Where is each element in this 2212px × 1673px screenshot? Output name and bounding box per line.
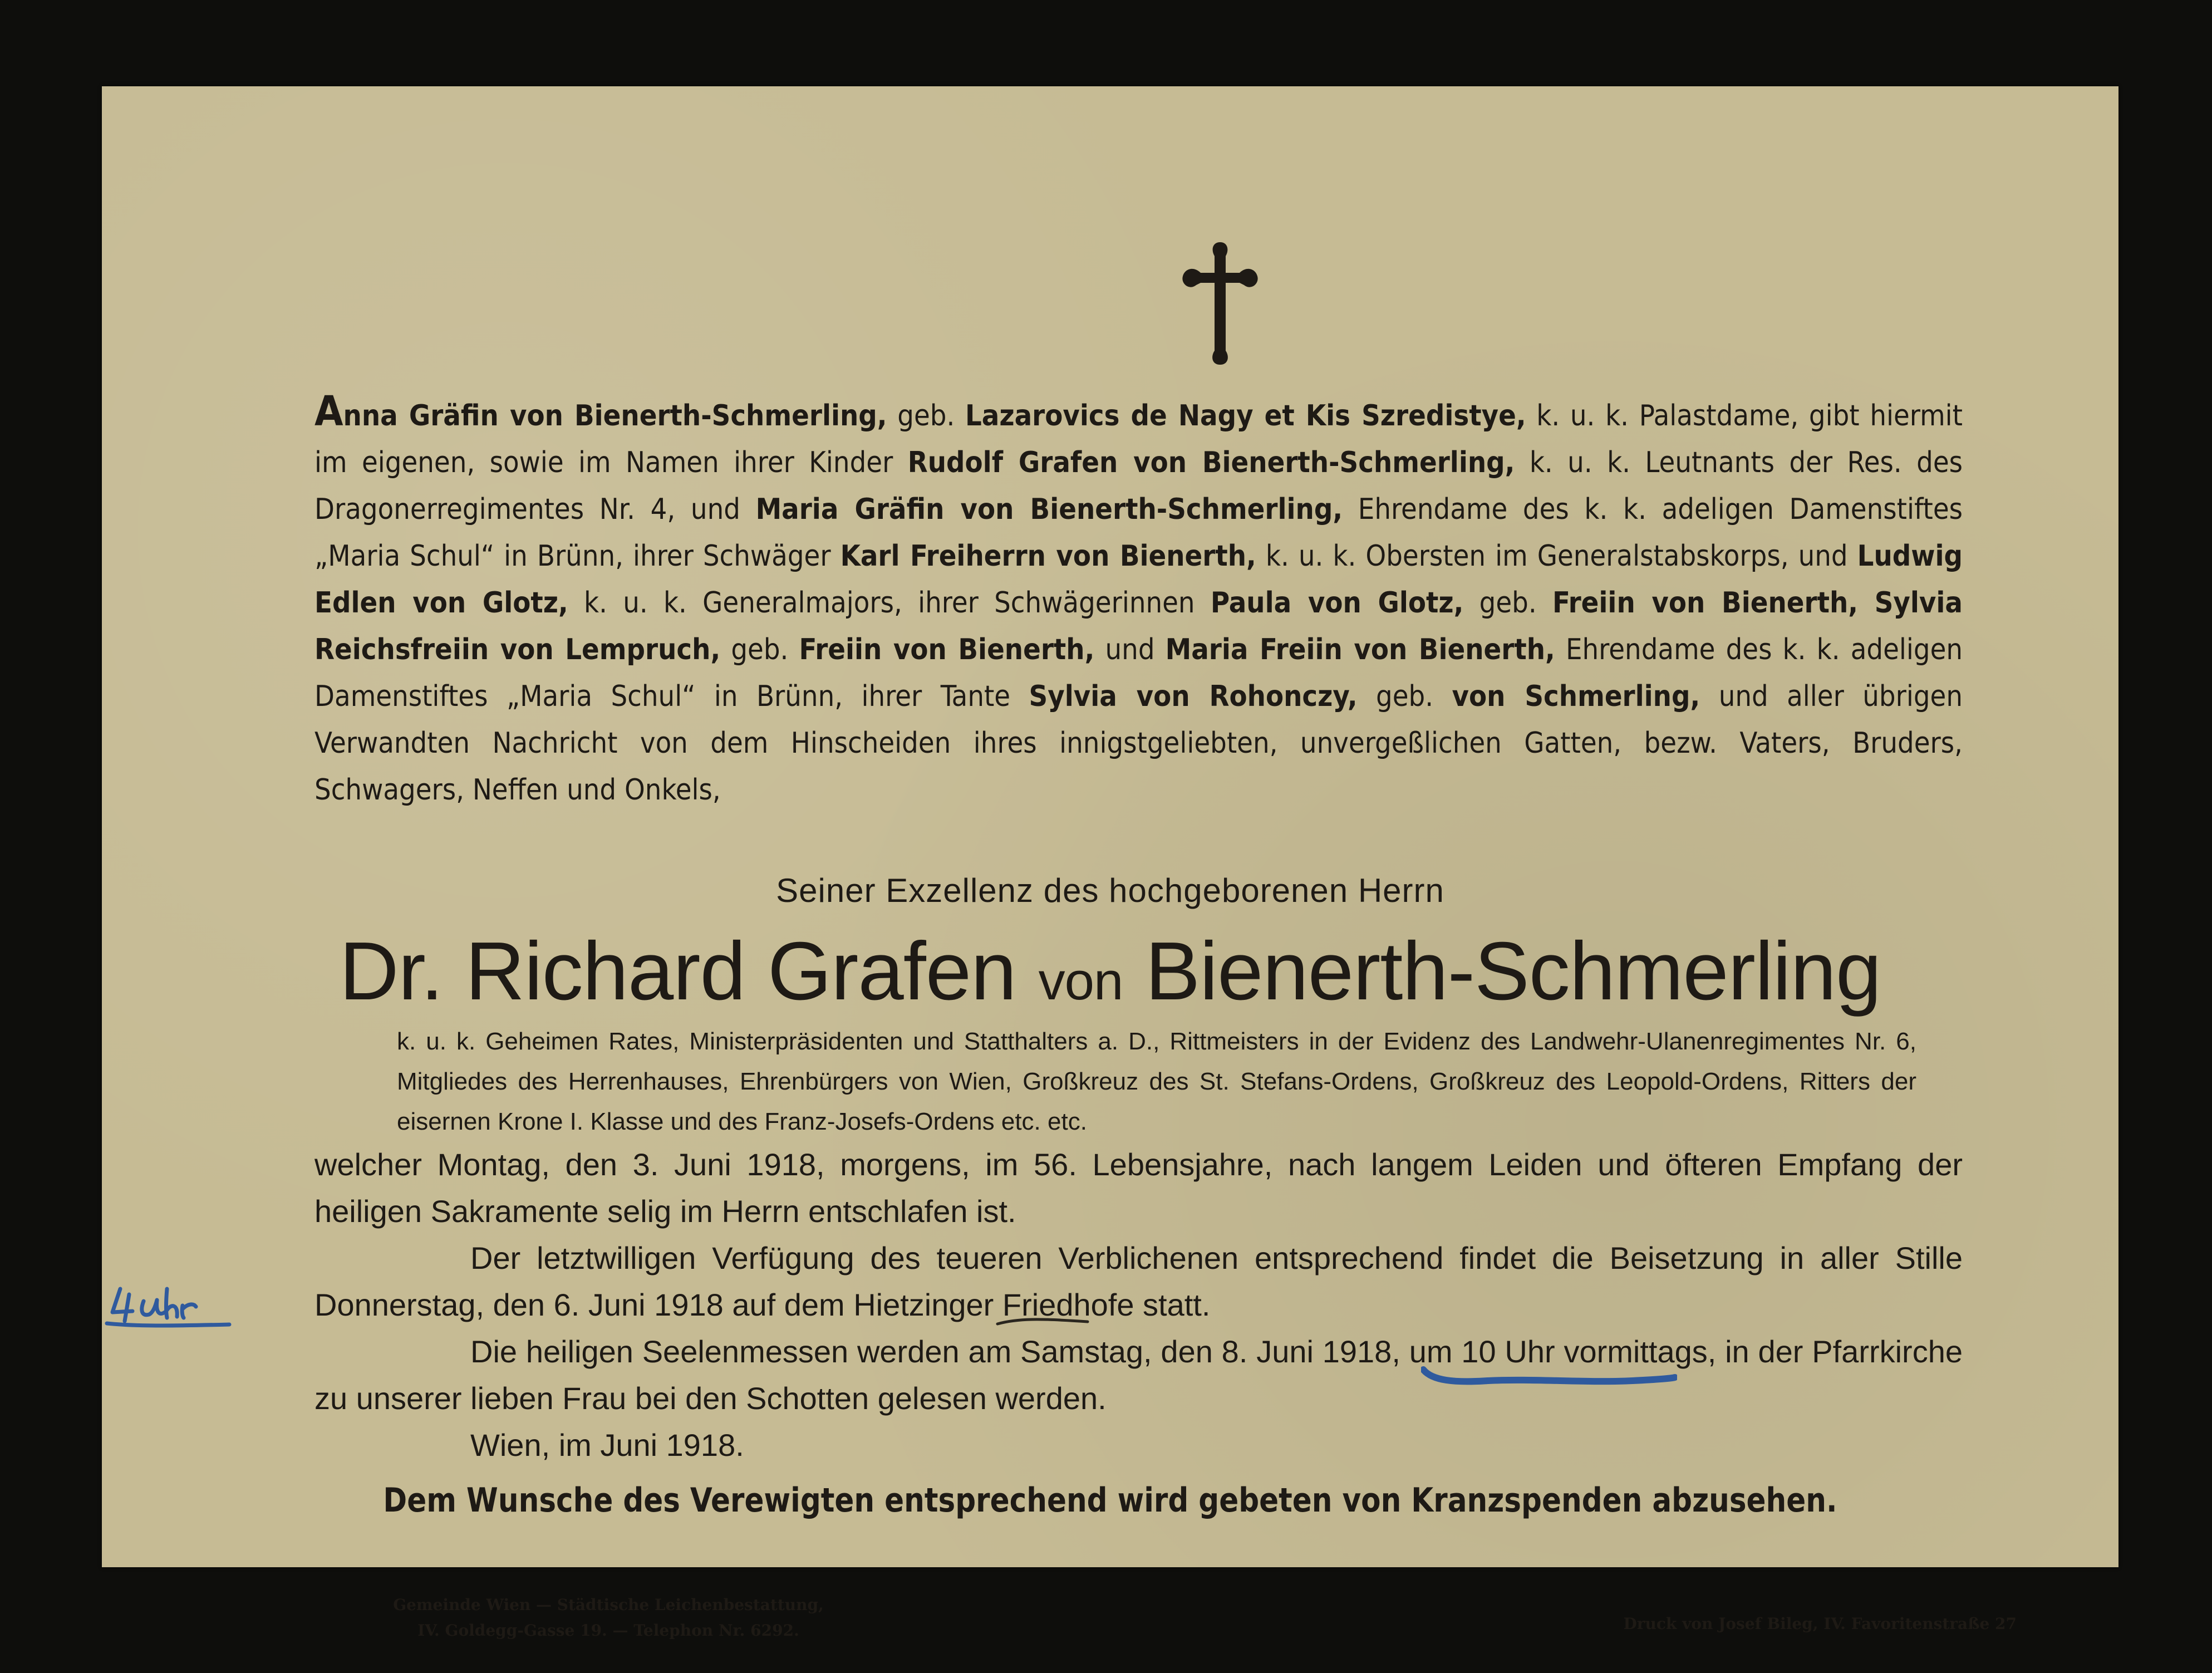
deceased-name-particle: von [1038, 951, 1123, 1011]
deceased-name [102, 924, 2118, 1029]
brother-in-law-name: Karl Freiherrn von Bienerth, [840, 539, 1256, 573]
intro-text: und aller übrigen Verwandten Nachricht von dem Hinscheiden ihres innigstgeliebten, unvergeßlichen Gatten, bezw. Vaters, Bruders, Schwagers, Neffen und Onkels, [314, 680, 1963, 807]
intro-text: k. u. k. Obersten im Generalstabskorps, und [1256, 539, 1857, 573]
sister-in-law-maiden-name: Freiin von Bienerth, [799, 633, 1095, 666]
deceased-titles: k. u. k. Geheimen Rates, Ministerpräsidenten und Statthalters a. D., Rittmeisters in der Evidenz des Landwehr-Ulanenregimentes Nr. 6, Mitgliedes des Herrenhauses, Ehrenbürgers von Wien, Großkreuz des St. Stefans-Ordens, Großkreuz des Leopold-Ordens, Ritters der eisernen Krone I. Klasse und des Franz-Josefs-Ordens etc. etc. [397, 1028, 1916, 1135]
intro-text: geb. [1463, 586, 1552, 620]
death-notice-card [102, 86, 2118, 1640]
brother-in-law-name: Ludwig Edlen von Glotz, [314, 539, 1963, 620]
son-name: Rudolf Grafen von Bienerth-Schmerling, [907, 446, 1515, 479]
deceased-name-last: Bienerth-Schmerling [1123, 925, 1881, 1017]
cross-icon [1178, 239, 1262, 367]
honorific-line: Seiner Exzellenz des hochgeborenen Herrn [776, 872, 1444, 909]
aunt-maiden-name: von Schmerling, [1452, 680, 1700, 713]
masses-paragraph: Die heiligen Seelenmessen werden am Samstag, den 8. Juni 1918, um 10 Uhr vormittags, in der Pfarrkirche zu unserer lieben Frau bei den Schotten gelesen werden. [314, 1334, 1963, 1416]
drop-capital: A [314, 387, 343, 435]
intro-text: k. u. k. Leutnants der Res. des Dragonerregimentes Nr. 4, und [314, 446, 1963, 526]
intro-text: Ehrendame des k. k. adeligen Damenstiftes „Maria Schul“ in Brünn, ihrer Schwäger [314, 493, 1963, 573]
widow-name: nna Gräfin von Bienerth-Schmerling, [343, 399, 887, 433]
wreath-request: Dem Wunsche des Verewigten entsprechend wird gebeten von Kranzspenden abzusehen. [383, 1481, 1837, 1520]
undertaker-imprint [330, 1592, 887, 1643]
undertaker-line-2: IV. Goldegg-Gasse 19. — Telephon Nr. 6292. [417, 1621, 799, 1640]
announcement-paragraph [314, 388, 1963, 813]
intro-text: k. u. k. Palastdame, gibt hiermit im eigenen, sowie im Namen ihrer Kinder [314, 399, 1963, 479]
notice-body [314, 1141, 1963, 1469]
intro-text: und [1094, 633, 1166, 666]
printer-imprint: Druck von Josef Bileg, IV. Favoritenstraße 27 [1623, 1615, 2017, 1633]
undertaker-line-1: Gemeinde Wien — Städtische Leichenbestattung, [393, 1596, 824, 1614]
intro-text: geb. [887, 399, 965, 433]
burial-paragraph: Der letztwilligen Verfügung des teueren Verblichenen entsprechend findet die Beisetzung in aller Stille Donnerstag, den 6. Juni 1918 auf dem Hietzinger Friedhofe statt. [314, 1240, 1963, 1322]
place-date-line: Wien, im Juni 1918. [470, 1427, 744, 1463]
intro-text: Ehrendame des k. k. adeligen Damenstiftes „Maria Schul“ in Brünn, ihrer Tante [314, 633, 1963, 713]
daughter-name: Maria Gräfin von Bienerth-Schmerling, [755, 493, 1343, 526]
widow-maiden-name: Lazarovics de Nagy et Kis Szredistye, [965, 399, 1526, 433]
death-date-paragraph: welcher Montag, den 3. Juni 1918, morgens, im 56. Lebensjahre, nach langem Leiden und öfteren Empfang der heiligen Sakramente selig im Herrn entschlafen ist. [314, 1147, 1963, 1229]
handwritten-note [105, 1278, 233, 1339]
sister-in-law-name: Maria Freiin von Bienerth, [1165, 633, 1555, 666]
deceased-name-first: Dr. Richard Grafen [339, 925, 1039, 1017]
sister-in-law-name: Freiin von Bienerth, Sylvia Reichsfreiin von Lempruch, [314, 586, 1963, 666]
sister-in-law-name: Paula von Glotz, [1210, 586, 1464, 620]
intro-text: k. u. k. Generalmajors, ihrer Schwägerinnen [568, 586, 1211, 620]
intro-text: geb. [1357, 680, 1452, 713]
intro-text: geb. [720, 633, 799, 666]
aunt-name: Sylvia von Rohonczy, [1029, 680, 1358, 713]
